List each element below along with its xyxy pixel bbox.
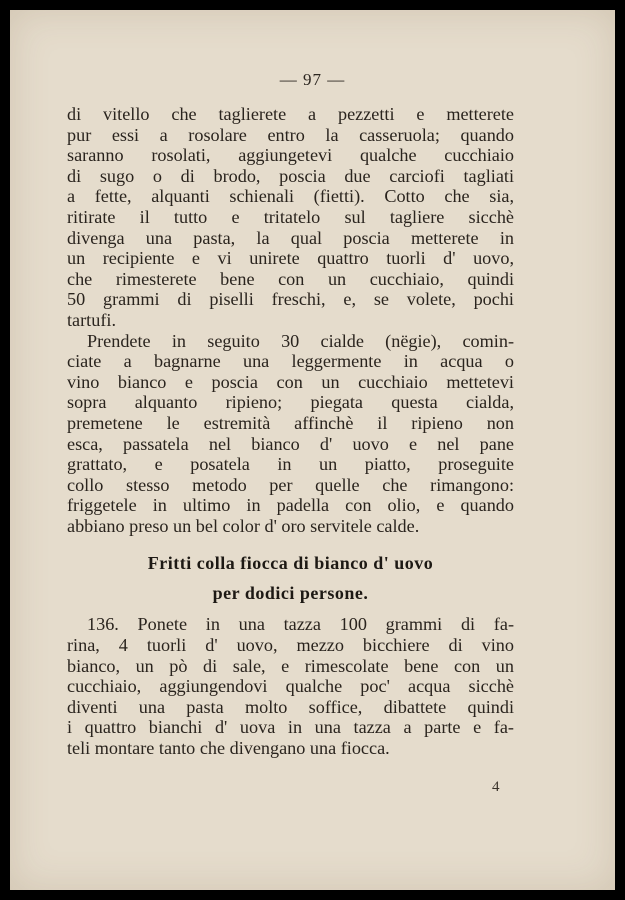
text-line: ciate a bagnarne una leggermente in acqua o <box>67 351 514 372</box>
body-text <box>67 104 514 759</box>
text-line: collo stesso metodo per quelle che rimangono: <box>67 474 514 495</box>
book-page <box>10 10 615 890</box>
recipe-heading: Fritti colla fiocca di bianco d' uovo <box>147 553 434 574</box>
text-line: friggetele in ultimo in padella con olio, e quando <box>67 495 514 516</box>
text-line: esca, passatela nel bianco d' uovo e nel pane <box>67 433 514 454</box>
text-line: bianco, un pò di sale, e rimescolate bene con un <box>67 655 514 676</box>
text-line: 136. Ponete in una tazza 100 grammi di fa- <box>87 614 514 635</box>
text-line: abbiano preso un bel color d' oro servitele calde. <box>67 515 420 536</box>
text-line: teli montare tanto che divengano una fiocca. <box>67 738 390 759</box>
text-line: saranno rosolati, aggiungetevi qualche cucchiaio <box>67 145 514 166</box>
signature-mark: 4 <box>492 779 500 795</box>
text-line: premetene le estremità affinchè il ripieno non <box>67 412 514 433</box>
text-line: un recipiente e vi unirete quattro tuorli d' uovo, <box>67 248 514 269</box>
text-line: di vitello che taglierete a pezzetti e metterete <box>67 104 514 124</box>
text-line: grattato, e posatela in un piatto, proseguite <box>67 454 514 475</box>
text-line: a fette, alquanti schienali (fietti). Cotto che sia, <box>67 186 514 207</box>
text-line: tartufi. <box>67 309 116 330</box>
text-line: ritirate il tutto e tritatelo sul tagliere sicchè <box>67 206 514 227</box>
recipe-subheading: per dodici persone. <box>212 583 369 604</box>
text-line: rina, 4 tuorli d' uovo, mezzo bicchiere di vino <box>67 635 514 656</box>
text-line: i quattro bianchi d' uova in una tazza a parte e fa- <box>67 717 514 738</box>
text-line: diventi una pasta molto soffice, dibattete quindi <box>67 696 514 717</box>
text-line: che rimesterete bene con un cucchiaio, quindi <box>67 268 514 289</box>
text-line: pur essi a rosolare entro la casseruola; quando <box>67 124 514 145</box>
page-number: — 97 — <box>279 70 346 89</box>
text-line: di sugo o di brodo, poscia due carciofi tagliati <box>67 165 514 186</box>
text-line: cucchiaio, aggiungendovi qualche poc' acqua sicchè <box>67 676 514 697</box>
text-line: Prendete in seguito 30 cialde (nëgie), comin- <box>87 330 514 351</box>
text-line: sopra alquanto ripieno; piegata questa cialda, <box>67 392 514 413</box>
text-line: divenga una pasta, la qual poscia metterete in <box>67 227 514 248</box>
text-line: 50 grammi di piselli freschi, e, se volete, pochi <box>67 289 514 310</box>
text-line: vino bianco e poscia con un cucchiaio mettetevi <box>67 371 514 392</box>
